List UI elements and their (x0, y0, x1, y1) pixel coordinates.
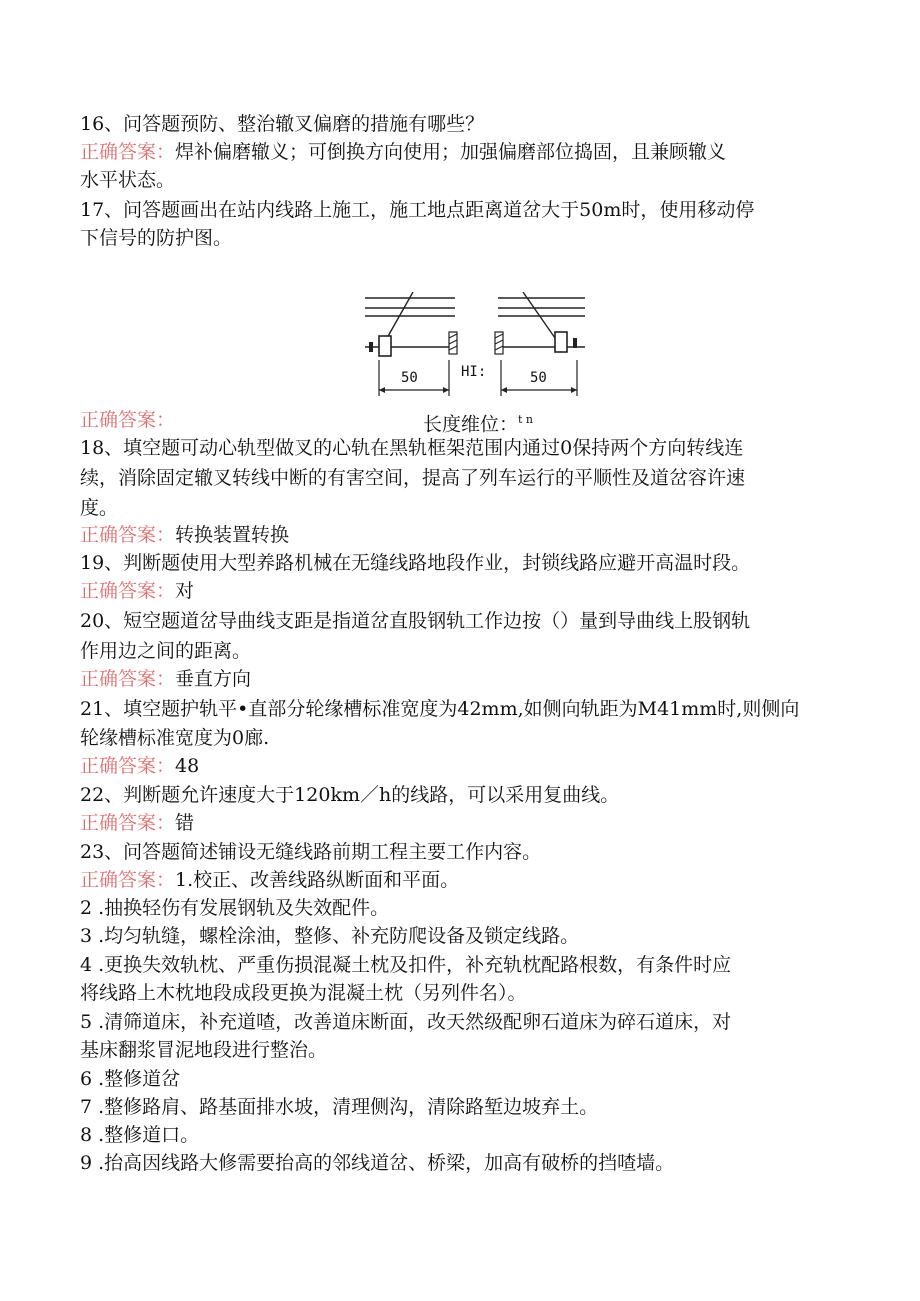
answer-text: 错 (175, 812, 195, 834)
answer-text: 48 (175, 755, 200, 777)
answer-label: 正确答案： (80, 580, 176, 602)
unit-note-tail: t n (518, 413, 534, 426)
dimension-label-left: 50 (401, 370, 418, 386)
answer-text: 转换装置转换 (175, 524, 290, 546)
answer-label: 正确答案： (80, 668, 176, 690)
answer-label: 正确答案： (80, 409, 176, 431)
q19-answer (80, 577, 840, 605)
list-item: 2 .抽换轻伤有发展钢轨及失效配件。 (80, 897, 390, 919)
answer-label: 正确答案： (80, 524, 176, 546)
signal-post-right (573, 338, 577, 348)
q17-answer-label-line (80, 406, 280, 434)
answer-text: 1.校正、改善线路纵断面和平面。 (175, 869, 460, 891)
q23-question: 23、问答题简述铺设无缝线路前期工程主要工作内容。 (80, 841, 542, 863)
q18-answer (80, 521, 840, 549)
answer-label: 正确答案： (80, 141, 176, 163)
signal-pointer-line (523, 292, 555, 338)
stop-signal-right (555, 332, 567, 352)
signal-post-left (369, 342, 373, 352)
q18-question-line3: 度。 (80, 497, 119, 519)
list-item: 基床翻浆冒泥地段进行整治。 (80, 1039, 328, 1061)
list-item: 7 .整修路肩、路基面排水坡，清理侧沟，清除路堑边坡弃土。 (80, 1096, 599, 1118)
unit-note-text: 长度维位： (423, 413, 519, 436)
list-item: 8 .整修道口。 (80, 1124, 200, 1146)
q23-answer (80, 866, 840, 894)
q16-answer (80, 138, 840, 166)
answer-label: 正确答案： (80, 812, 176, 834)
answer-text: 对 (175, 580, 195, 602)
q16-answer-cont: 水平状态。 (80, 169, 176, 191)
list-item: 3 .均匀轨缝，螺栓涂油，整修、补充防爬设备及锁定线路。 (80, 925, 580, 947)
q21-question-line2: 轮缘槽标准宽度为0廊. (80, 727, 270, 749)
figure-middle-label: HI: (461, 364, 487, 380)
list-item: 4 .更换失效轨枕、严重伤损混凝土枕及扣件，补充轨枕配路根数，有条件时应 (80, 954, 732, 976)
answer-text: 垂直方向 (175, 668, 252, 690)
q17-question-line1: 17、问答题画出在站内线路上施工，施工地点距离道岔大于50m时，使用移动停 (80, 199, 755, 221)
q20-question-line2: 作用边之间的距离。 (80, 640, 252, 662)
q18-question-line1: 18、填空题可动心轨型做叉的心轨在黑轨框架范围内通过0保持两个方向转线连 (80, 437, 744, 459)
protection-diagram-svg (355, 292, 595, 404)
q22-question: 22、判断题允许速度大于120km／h的线路，可以采用复曲线。 (80, 784, 620, 806)
protection-diagram (355, 292, 595, 404)
answer-label: 正确答案： (80, 755, 176, 777)
stop-signal-left (379, 336, 391, 356)
list-item: 将线路上木枕地段成段更换为混凝土枕（另列件名）。 (80, 982, 527, 1004)
q17-question-line2: 下信号的防护图。 (80, 227, 233, 249)
q22-answer (80, 809, 840, 837)
q20-answer (80, 665, 840, 693)
list-item: 6 .整修道岔 (80, 1068, 181, 1090)
signal-pointer-line (387, 292, 413, 338)
q21-answer (80, 752, 840, 780)
q18-question-line2: 续，消除固定辙叉转线中断的有害空间，提高了列车运行的平顺性及道岔容许速 (80, 467, 746, 489)
q16-question: 16、问答题预防、整治辙叉偏磨的措施有哪些？ (80, 113, 485, 135)
list-item: 5 .清筛道床，补充道喳，改善道床断面，改天然级配卵石道床为碎石道床，对 (80, 1011, 732, 1033)
q21-question-line1: 21、填空题护轨平•直部分轮缘槽标准宽度为42mm,如侧向轨距为M41mm时,则侧向 (80, 698, 800, 720)
dimension-label-right: 50 (530, 370, 547, 386)
answer-text: 焊补偏磨辙义；可倒换方向使用；加强偏磨部位捣固，且兼顾辙义 (175, 141, 727, 163)
q20-question-line1: 20、短空题道岔导曲线支距是指道岔直股钢轨工作边按（）量到导曲线上股钢轨 (80, 610, 751, 632)
answer-label: 正确答案： (80, 869, 176, 891)
q19-question: 19、判断题使用大型养路机械在无缝线路地段作业，封锁线路应避开高温时段。 (80, 552, 751, 574)
list-item: 9 .抬高因线路大修需要抬高的邻线道岔、桥梁，加高有破桥的挡喳墙。 (80, 1152, 675, 1174)
